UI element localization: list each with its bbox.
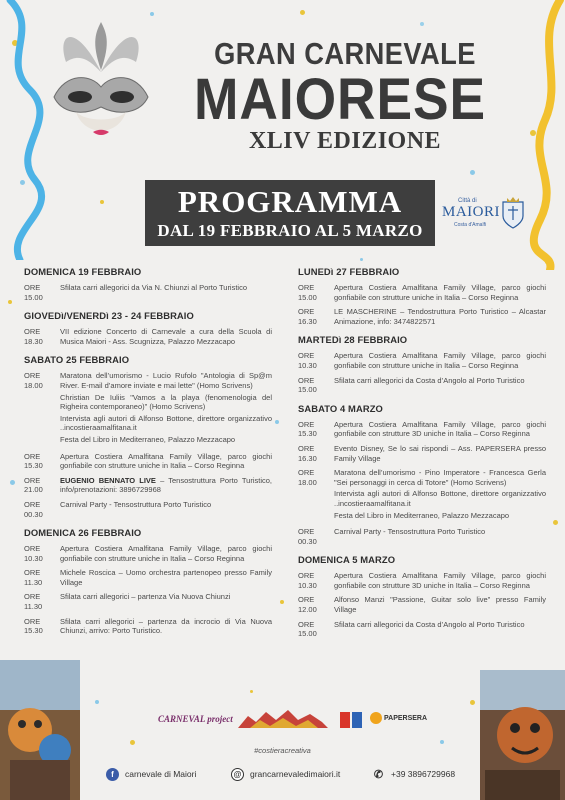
event-description [334,468,546,522]
day-heading: DOMENICA 19 FEBBRAIO [24,266,142,277]
event-description [60,476,272,495]
event-time: ORE 15.00 [24,283,43,302]
carnival-mask-icon [46,12,156,152]
carnival-float-photo [480,670,565,800]
event-row [298,620,546,639]
event-row [298,468,546,522]
event-time: ORE 10.30 [24,544,43,563]
program-banner [145,180,435,246]
event-description: Sfilata carri allegorici – partenza da incrocio di Via Nuova Chiunzi, arrivo: Porto Turistico. [60,616,272,636]
program-dates: DAL 19 FEBBRAIO AL 5 MARZO [157,221,423,240]
event-row [298,283,546,302]
event-time: ORE 18.00 [24,371,43,390]
event-description: Apertura Costiera Amalfitana Family Village, parco giochi gonfiabile con strutture 3D uniche in Italia – Corso Reginna [334,419,546,439]
event-row [24,592,272,611]
event-description: Michele Roscica – Uomo orchestra partenopeo presso Family Village [60,568,272,587]
day-heading: MARTEDì 28 FEBBRAIO [298,334,408,346]
carnival-float-photo [0,660,80,800]
day-heading: GIOVEDì/VENERDì 23 - 24 FEBBRAIO [24,310,194,322]
event-row [298,307,546,326]
website-label: grancarnevaledimaiori.it [250,769,341,779]
day-heading: SABATO 4 MARZO [298,402,383,414]
event-time: ORE 16.30 [298,443,317,463]
event-row [24,452,272,471]
program-left-column [24,266,272,636]
event-time: ORE 10.30 [298,351,317,370]
facebook-link[interactable] [106,766,196,782]
event-time: ORE 15.30 [24,616,43,636]
carnival-float-logo [238,708,328,730]
event-row [24,568,272,587]
event-paragraph: Intervista agli autori di Alfonso Bottone, direttore organizzativo ..incostieraamalfitana.it [334,489,546,508]
event-description: Apertura Costiera Amalfitana Family Village, parco giochi gonfiabile con strutture uniche in Italia – Corso Reginna [60,451,272,471]
event-time: ORE 15.30 [298,419,317,439]
event-description: Apertura Costiera Amalfitana Family Village, parco giochi gonfiabile con strutture uniche in Italia – Corso Reginna [60,544,272,563]
event-row [24,500,272,519]
event-time: ORE 10.30 [298,571,317,590]
ps-logo [340,710,364,730]
event-description: Alfonso Manzi "Passione, Guitar solo live" presso Family Village [334,595,546,615]
event-time: ORE 00.30 [298,527,317,546]
phone-label: +39 3896729968 [391,769,456,779]
event-description: Apertura Costiera Amalfitana Family Village, parco giochi gonfiabile con strutture uniche in Italia – Corso Reginna [334,351,546,370]
event-row [298,351,546,370]
event-paragraph: Maratona dell’umorismo - Lucio Rufolo "Antologia di Sp@m River. E-mail d’amore inviate e mai lette" (Homo Scrivens) [60,371,272,390]
city-logo-sub: Costa d'Amalfi [454,222,487,228]
event-row [298,420,546,439]
phone-link[interactable] [372,766,455,782]
event-time: ORE 11.30 [24,568,43,587]
event-description: Evento Disney, Se lo sai rispondi – Ass. PAPERSERA presso Family Village [334,443,546,463]
event-paragraph: Maratona dell’umorismo - Pino Imperatore - Francesca Gerla "Sei personaggi in cerca di Totore" (Homo Scrivens) [334,468,546,487]
event-description: Sfilata carri allegorici da Costa d’Angolo al Porto Turistico [334,619,525,629]
event-title-line2: MAIORESE [194,67,486,132]
event-time: ORE 15.00 [298,375,317,395]
hashtag: #costieracreativa [254,746,311,755]
city-logo-prefix: Città di [458,198,477,204]
event-row [24,544,272,563]
globe-icon: @ [231,768,244,781]
event-paragraph: Christian De Iuliis "Vamos a la playa (fenomenologia del Righeira contemporaneo)" (Homo Scrivens) [60,392,272,412]
day-heading: SABATO 25 FEBBRAIO [24,354,130,366]
day-heading: DOMENICA 5 MARZO [298,554,396,566]
city-logo-name: MAIORI [442,204,500,220]
day-heading: LUNEDì 27 FEBBRAIO [298,266,400,277]
event-paragraph: Intervista agli autori di Alfonso Bottone, direttore organizzativo ..incostieraamalfitana.it [60,413,272,433]
facebook-label: carnevale di Maiori [125,769,197,779]
event-description [60,371,272,446]
phone-icon: ✆ [373,768,384,781]
event-time: ORE 15.30 [24,451,43,471]
event-time: ORE 00.30 [24,499,43,519]
event-description: Apertura Costiera Amalfitana Family Village, parco giochi gonfiabile con strutture 3D uniche in Italia – Corso Reginna [334,571,546,590]
event-description-text: – Tensostruttura Porto Turistico, info/prenotazioni: 3896729968 [60,475,272,495]
event-row [298,595,546,614]
event-description: Sfilata carri allegorici da Via N. Chiunzi al Porto Turistico [60,283,248,292]
event-row [298,444,546,463]
event-description: Apertura Costiera Amalfitana Family Village, parco giochi gonfiabile con strutture uniche in Italia – Corso Reginna [334,283,546,302]
event-time: ORE 18.00 [298,468,317,487]
day-heading: DOMENICA 26 FEBBRAIO [24,527,142,539]
event-row [24,476,272,495]
event-title-line1: GRAN CARNEVALE [214,36,476,71]
event-time: ORE 12.00 [298,595,317,615]
event-description: Carnival Party - Tensostruttura Porto Turistico [334,527,486,537]
event-description: Sfilata carri allegorici – partenza Via Nuova Chiunzi [60,592,231,602]
event-row [24,617,272,636]
city-crest-icon [500,196,526,230]
website-link[interactable] [231,766,340,782]
event-time: ORE 11.30 [24,592,43,612]
event-row [298,527,546,546]
event-description: LE MASCHERINE – Tendostruttura Porto Turistico – Alcastar Animazione, info: 3474822571 [334,307,546,326]
event-time: ORE 16.30 [298,307,317,326]
event-paragraph: Festa del Libro in Mediterraneo, Palazzo Mezzacapo [334,510,510,520]
event-row [24,283,272,302]
event-row [24,371,272,446]
papersera-logo [370,712,427,724]
event-description: VII edizione Concerto di Carnevale a cura della Scuola di Musica Maiori - Ass. Scugnizza, Palazzo Mezzacapo [60,327,272,346]
program-right-column [298,266,546,639]
event-row [24,327,272,346]
papersera-mark-icon [370,712,382,724]
event-description: Sfilata carri allegorici da Costa d’Angolo al Porto Turistico [334,375,525,385]
event-description: Carnival Party - Tensostruttura Porto Turistico [60,499,212,509]
carneval-project-logo: CARNEVAL project [158,714,233,724]
event-time: ORE 21.00 [24,475,43,495]
edition-label: XLIV EDIZIONE [248,128,442,154]
event-time: ORE 18.30 [24,327,43,346]
event-paragraph: Festa del Libro in Mediterraneo, Palazzo Mezzacapo [60,434,236,444]
city-logo [440,196,530,236]
event-time: ORE 15.00 [298,283,317,302]
event-highlight: EUGENIO BENNATO LIVE [60,475,156,485]
program-title: PROGRAMMA [177,184,403,219]
event-time: ORE 15.00 [298,619,317,639]
event-row [298,571,546,590]
facebook-icon: f [106,768,119,781]
papersera-label: PAPERSERA [384,714,428,722]
sponsor-logos [158,706,428,734]
event-row [298,376,546,395]
